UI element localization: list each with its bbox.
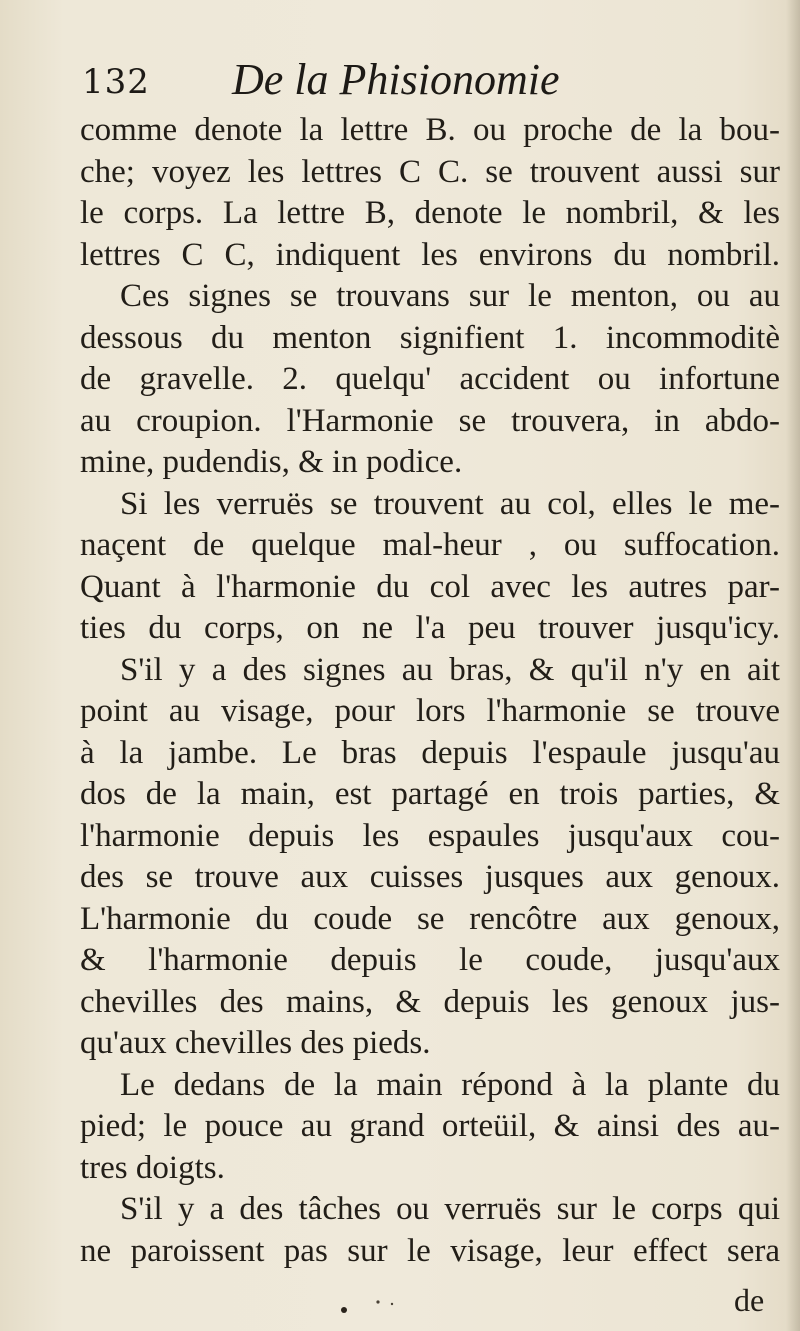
text-line: & l'harmonie depuis le coude, jusqu'aux bbox=[80, 942, 780, 978]
text-line: Quant à l'harmonie du col avec les autres par- bbox=[80, 568, 780, 605]
page-title: De la Phisionomie bbox=[232, 55, 560, 104]
text-line: naçent de quelque mal-heur , ou suffocation. bbox=[80, 527, 780, 563]
text-line: de gravelle. 2. quelqu' accident ou infortune bbox=[80, 361, 780, 397]
text-line: L'harmonie du coude se rencôtre aux genoux, bbox=[80, 900, 780, 937]
text-line: tres doigts. bbox=[80, 1149, 225, 1186]
text-line: Le dedans de la main répond à la plante du bbox=[120, 1066, 780, 1103]
text-line: pied; le pouce au grand orteüil, & ainsi des au- bbox=[80, 1108, 780, 1144]
ink-specks bbox=[320, 1296, 420, 1316]
text-line: comme denote la lettre B. ou proche de la bou- bbox=[80, 112, 780, 148]
running-head bbox=[82, 52, 722, 108]
text-line: dessous du menton signifient 1. incommoditè bbox=[80, 319, 780, 356]
text-line: S'il y a des signes au bras, & qu'il n'y en ait bbox=[120, 651, 780, 688]
text-line: au croupion. l'Harmonie se trouvera, in abdo- bbox=[80, 402, 780, 439]
body-text bbox=[80, 110, 780, 1272]
text-line: dos de la main, est partagé en trois parties, & bbox=[80, 776, 780, 812]
text-line: des se trouve aux cuisses jusques aux genoux. bbox=[80, 859, 780, 895]
text-line: S'il y a des tâches ou verruës sur le corps qui bbox=[120, 1191, 780, 1227]
text-line: à la jambe. Le bras depuis l'espaule jusqu'au bbox=[80, 734, 780, 771]
text-line: lettres C C, indiquent les environs du nombril. bbox=[80, 236, 780, 273]
text-line: Ces signes se trouvans sur le menton, ou au bbox=[120, 278, 780, 314]
text-line: Si les verruës se trouvent au col, elles le me- bbox=[120, 485, 780, 522]
text-line: qu'aux chevilles des pieds. bbox=[80, 1025, 431, 1061]
text-line: che; voyez les lettres C C. se trouvent aussi sur bbox=[80, 153, 780, 190]
text-line: l'harmonie depuis les espaules jusqu'aux cou- bbox=[80, 817, 780, 854]
catchword: de bbox=[734, 1282, 765, 1318]
page-number: 132 bbox=[82, 62, 150, 102]
text-line: ties du corps, on ne l'a peu trouver jusqu'icy. bbox=[80, 610, 780, 646]
text-line: le corps. La lettre B, denote le nombril, & les bbox=[80, 195, 780, 231]
text-line: point au visage, pour lors l'harmonie se trouve bbox=[80, 693, 780, 729]
text-line: ne paroissent pas sur le visage, leur effect sera bbox=[80, 1232, 780, 1269]
text-line: chevilles des mains, & depuis les genoux jus- bbox=[80, 983, 780, 1020]
text-line: mine, pudendis, & in podice. bbox=[80, 444, 463, 480]
